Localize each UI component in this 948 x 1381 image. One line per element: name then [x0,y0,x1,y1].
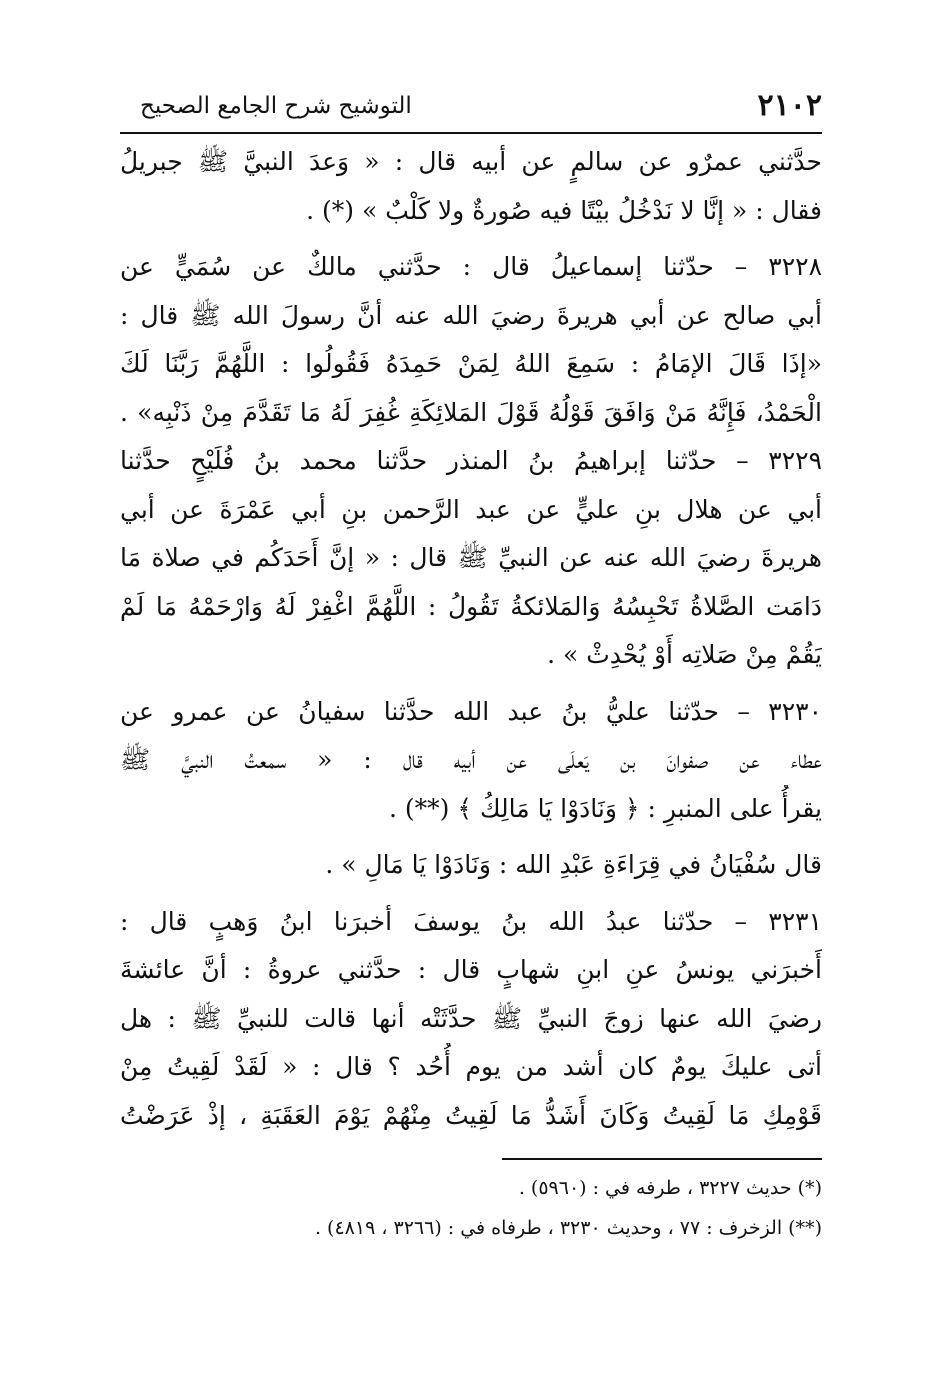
header-rule [120,132,822,134]
text-line: أتى عليكَ يومٌ كان أشد من يوم أُحُد ؟ قال : « لَقَدْ لَقِيتُ مِنْ [120,1052,822,1081]
text-line: «إذَا قَالَ الإمَامُ : سَمِعَ اللهُ لِمَنْ حَمِدَهُ فَقُولُوا : اللَّهُمَّ رَبَّنَا لَكَ [120,349,822,378]
text-line: الْحَمْدُ، فَإِنَّهُ مَنْ وَافَقَ قَوْلُهُ قَوْلَ المَلائِكَةِ غُفِرَ لَهُ مَا تَقَدَّمَ مِنْ ذَنْبِه» . [120,397,822,427]
page-header [120,80,822,132]
text-line: أبي عن هلال بنِ عليٍّ عن عبد الرَّحمن بنِ أبي عَمْرَةَ عن أبي [120,494,822,524]
hadith-3229-line: ٣٢٢٩ – حدّثنا إبراهيمُ بنُ المنذر حدَّثنا محمد بنُ فُلَيْحٍ حدَّثنا [120,446,822,475]
book-page [120,80,822,1320]
text-line: هريرةَ رضيَ الله عنه عن النبيِّ ﷺ قال : « إنَّ أَحَدَكُم في صلاة مَا [120,543,822,572]
hadith-3230-line: ٣٢٣٠ – حدّثنا عليُّ بنُ عبد الله حدَّثنا سفيانُ عن عمرو عن [120,696,822,726]
text-line: دَامَت الصَّلاةُ تَحْبِسُهُ وَالمَلائكةُ تَقُولُ : اللَّهُمَّ اغْفِرْ لَهُ وَارْحَمْهُ مَا لَمْ [120,591,822,621]
text-line: أَخبرَني يونسُ عنِ ابنِ شهابٍ قال : حدَّثني عروةُ : أنَّ عائشةَ [120,955,822,984]
quran-quote-line: يقرأُ على المنبرِ : ﴿ وَنَادَوْا يَا مَالِكُ ﴾ (**) . [389,793,822,823]
text-line: فقال : « إنَّا لا نَدْخُلُ بيْتًا فيه صُورةٌ ولا كَلْبٌ » (*) . [306,195,822,225]
footnote-rule [502,1158,822,1160]
text-line: أبي صالح عن أبي هريرةَ رضيَ الله عنه أنَّ رسولَ الله ﷺ قال : [120,300,822,330]
footnote-2: (**) الزخرف : ٧٧ ، وحديث ٣٢٣٠ ، طرفاه في : (٣٢٦٦ ، ٤٨١٩) . [314,1217,822,1239]
hadith-3228-line: ٣٢٢٨ – حدّثنا إسماعيلُ قال : حدَّثني مالكٌ عن سُمَيٍّ عن [120,252,822,281]
text-line: رضيَ الله عنها زوجَ النبيِّ ﷺ حدَّثَتْه أنها قالت للنبيِّ ﷺ : هل [120,1003,822,1033]
page-number: ٢١٠٢ [757,88,822,123]
running-title: التوشيح شرح الجامع الصحيح [140,93,412,119]
text-line: عطاء عن صفوانَ بن يَعلَى عن أبيه قال : « سمعتُ النبيَّ ﷺ [120,745,822,774]
text-line: قَوْمِكِ مَا لَقِيتُ وَكَانَ أَشَدُّ مَا لَقِيتُ مِنْهُمْ يَوْمَ العَقَبَةِ ، إذْ عَرَضْتُ [120,1100,822,1130]
text-line: يَقُمْ مِنْ صَلاتِه أَوْ يُحْدِثْ » . [547,640,822,669]
footnote-1: (*) حديث ٣٢٢٧ ، طرفه في : (٥٩٦٠) . [518,1177,822,1199]
hadith-3231-line: ٣٢٣١ – حدّثنا عبدُ الله بنُ يوسفَ أخبرَنا ابنُ وَهبٍ قال : [120,906,822,936]
body-text [120,138,822,1140]
text-line: حدَّثني عمرٌو عن سالمٍ عن أبيه قال : « وَعدَ النبيَّ ﷺ جبريلُ [120,147,822,176]
text-line: قال سُفْيَانُ في قِرَاءَةِ عَبْدِ الله : وَنَادَوْا يَا مَالِ » . [325,850,822,879]
